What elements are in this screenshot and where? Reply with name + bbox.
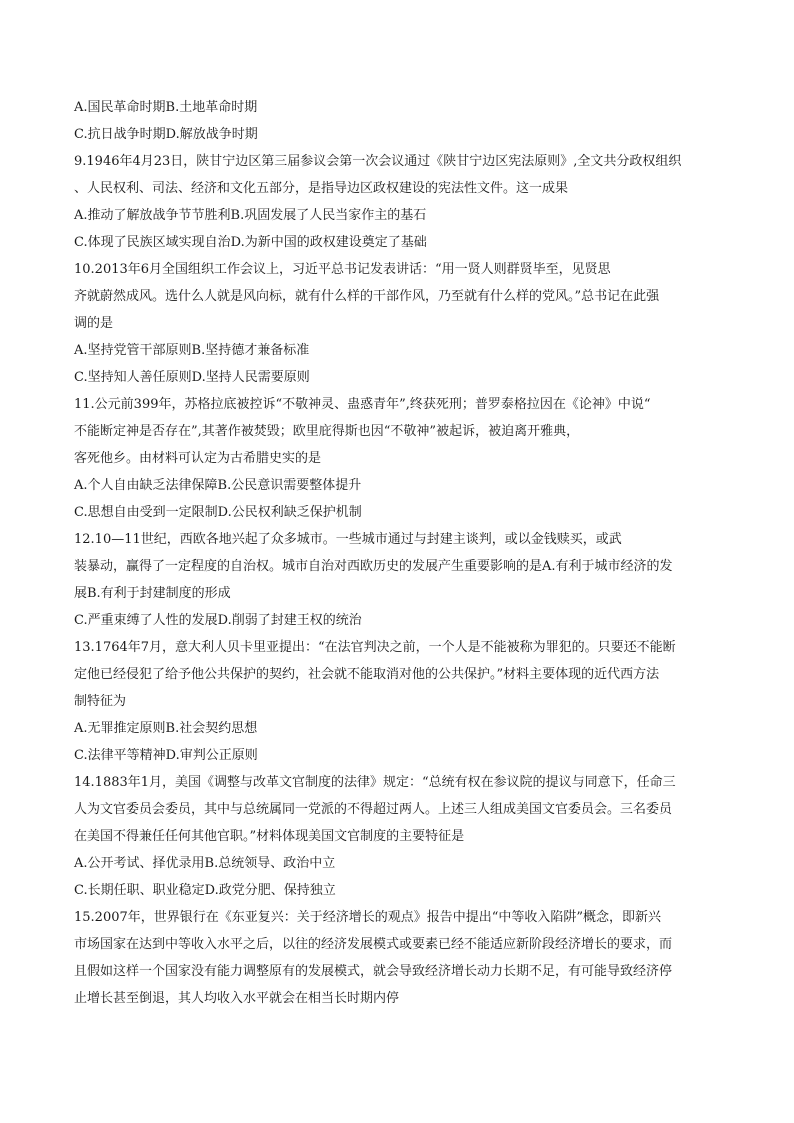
- option-line: C.长期任职、职业稳定D.政党分肥、保持独立: [74, 883, 336, 898]
- question-15-stem: 市场国家在达到中等收入水平之后，以往的经济发展模式或要素已经不能适应新阶段经济增长的要求，而: [74, 937, 673, 952]
- question-10-stem: 齐就蔚然成风。选什么人就是风向标，就有什么样的干部作风，乃至就有什么样的党风。”总书记在此强: [74, 289, 660, 304]
- option-line: C.法律平等精神D.审判公正原则: [74, 748, 258, 763]
- option-line: A.国民革命时期B.土地革命时期: [74, 100, 258, 115]
- question-10-stem: 10.2013年6月全国组织工作会议上，习近平总书记发表讲话：“用一贤人则群贤毕至，见贤思: [74, 262, 611, 277]
- option-line: A.推动了解放战争节节胜利B.巩固发展了人民当家作主的基石: [74, 208, 427, 223]
- question-13-stem: 13.1764年7月，意大利人贝卡里亚提出：“在法官判决之前，一个人是不能被称为罪犯的。只要还不能断: [74, 640, 676, 655]
- option-line: C.抗日战争时期D.解放战争时期: [74, 127, 258, 142]
- question-13-stem: 定他已经侵犯了给予他公共保护的契约，社会就不能取消对他的公共保护。”材料主要体现的近代西方法: [74, 667, 660, 682]
- question-14-stem: 在美国不得兼任任何其他官职。”材料体现美国文官制度的主要特征是: [74, 829, 465, 844]
- question-14-stem: 人为文官委员会委员，其中与总统属同一党派的不得超过两人。上述三人组成美国文官委员会。三名委员: [74, 802, 673, 817]
- option-line: A.个人自由缺乏法律保障B.公民意识需要整体提升: [74, 478, 362, 493]
- question-15-stem: 15.2007年，世界银行在《东亚复兴：关于经济增长的观点》报告中提出“中等收入陷阱”概念，即新兴: [74, 910, 662, 925]
- option-line: C.体现了民族区域实现自治D.为新中国的政权建设奠定了基础: [74, 235, 427, 250]
- question-9-stem: 9.1946年4月23日，陕甘宁边区第三届参议会第一次会议通过《陕甘宁边区宪法原则》,全文共分政权组织: [74, 154, 682, 169]
- question-9-stem: 、人民权利、司法、经济和文化五部分，是指导边区政权建设的宪法性文件。这一成果: [74, 181, 569, 196]
- option-line: A.无罪推定原则B.社会契约思想: [74, 721, 258, 736]
- question-15-stem: 且假如这样一个国家没有能力调整原有的发展模式，就会导致经济增长动力长期不足，有可能导致经济停: [74, 964, 673, 979]
- question-11-stem: 11.公元前399年，苏格拉底被控诉“不敬神灵、蛊惑青年”,终获死刑；普罗泰格拉因在《论神》中说“: [74, 397, 651, 412]
- question-12-stem: 12.10—11世纪，西欧各地兴起了众多城市。一些城市通过与封建主谈判，或以金钱赎买，或武: [74, 532, 622, 547]
- option-line: C.思想自由受到一定限制D.公民权利缺乏保护机制: [74, 505, 362, 520]
- document-page: [74, 94, 724, 1012]
- question-12-stem: 装暴动，赢得了一定程度的自治权。城市自治对西欧历史的发展产生重要影响的是A.有利于城市经济的发: [74, 559, 673, 574]
- option-line: 展B.有利于封建制度的形成: [74, 586, 231, 601]
- option-line: A.公开考试、择优录用B.总统领导、政治中立: [74, 856, 336, 871]
- question-11-stem: 客死他乡。由材料可认定为古希腊史实的是: [74, 451, 322, 466]
- question-14-stem: 14.1883年1月，美国《调整与改革文官制度的法律》规定：“总统有权在参议院的提议与同意下，任命三: [74, 775, 676, 790]
- option-line: C.严重束缚了人性的发展D.削弱了封建王权的统治: [74, 613, 362, 628]
- option-line: C.坚持知人善任原则D.坚持人民需要原则: [74, 370, 310, 385]
- question-10-stem: 调的是: [74, 316, 114, 331]
- question-15-stem: 止增长甚至倒退，其人均收入水平就会在相当长时期内停: [74, 991, 400, 1006]
- question-13-stem: 制特征为: [74, 694, 127, 709]
- option-line: A.坚持党管干部原则B.坚持德才兼备标准: [74, 343, 310, 358]
- question-11-stem: 不能断定神是否存在”,其著作被焚毁；欧里庇得斯也因“不敬神”被起诉，被迫离开雅典，: [74, 424, 580, 439]
